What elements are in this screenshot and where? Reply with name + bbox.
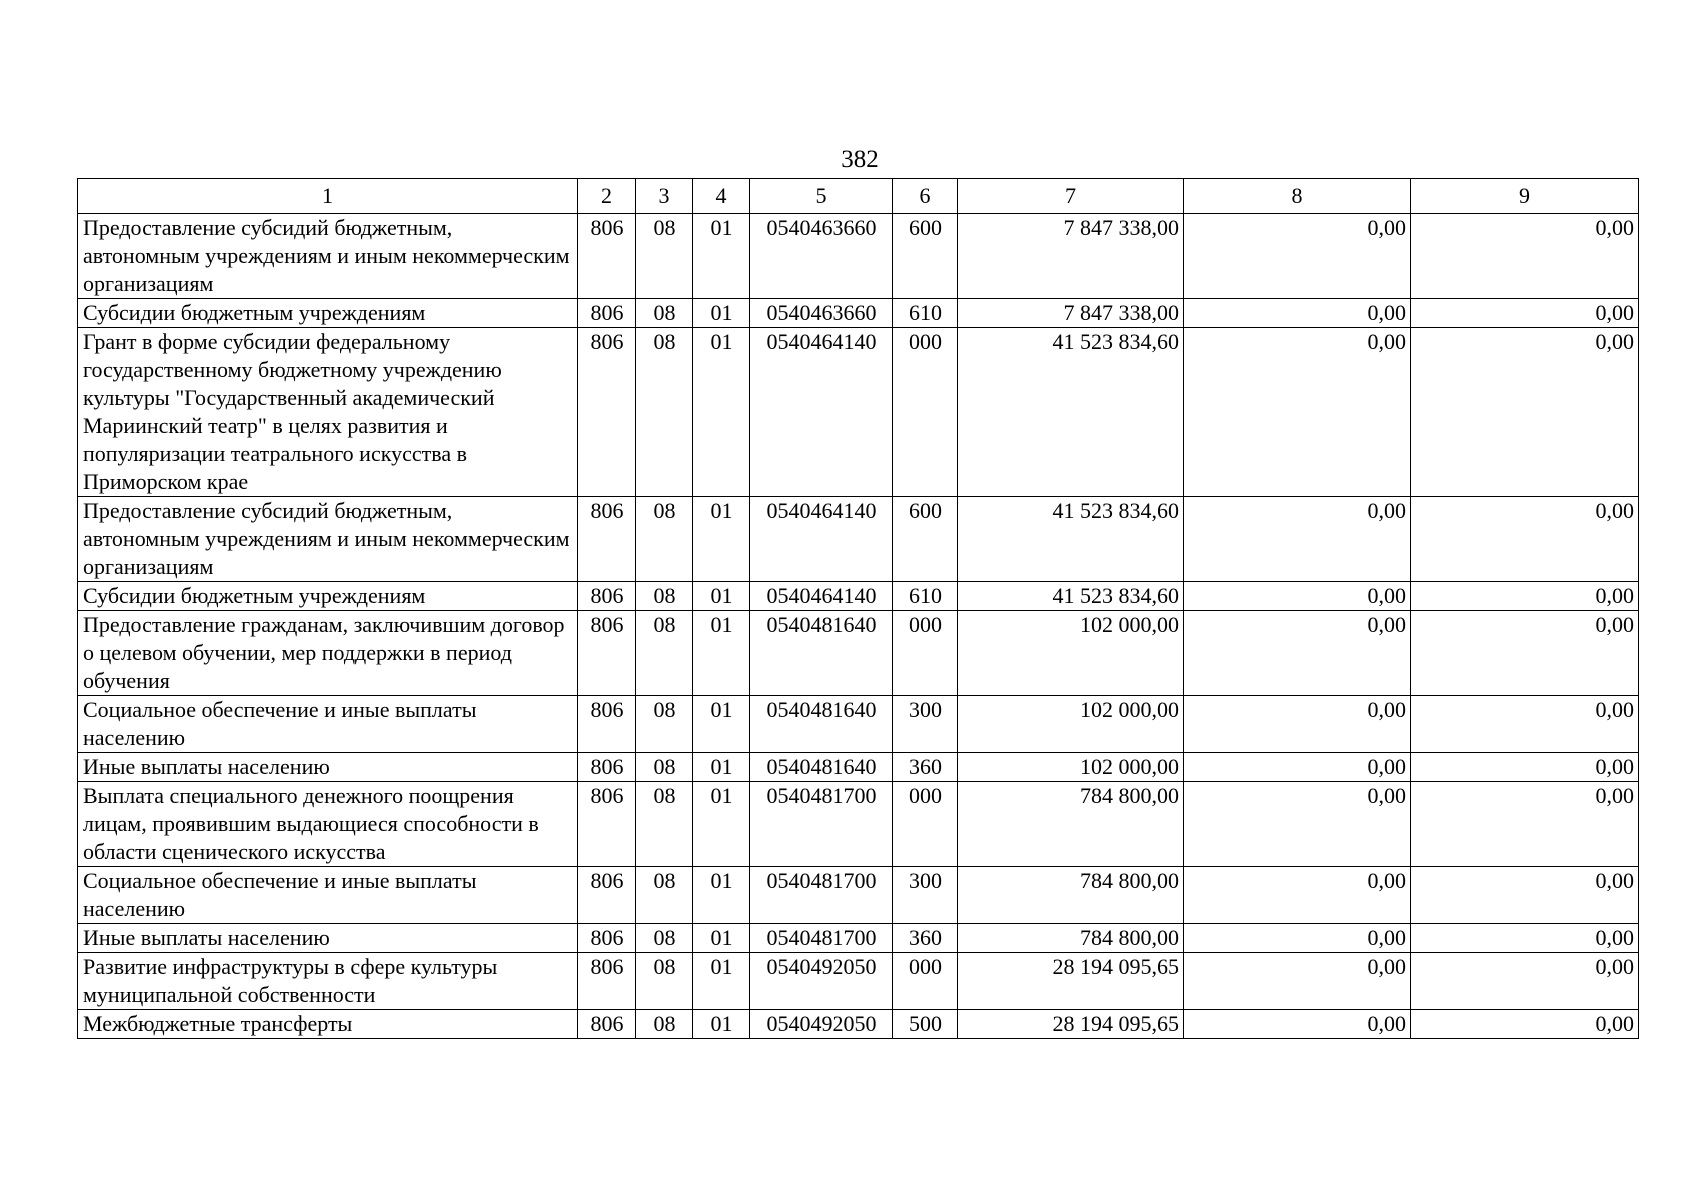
cell-amount: 0,00: [1184, 696, 1411, 753]
cell-subsection: 01: [693, 696, 750, 753]
cell-section: 08: [636, 782, 693, 867]
cell-description: Субсидии бюджетным учреждениям: [78, 582, 578, 611]
cell-section: 08: [636, 953, 693, 1010]
cell-amount: 0,00: [1411, 753, 1639, 782]
table-row: [78, 214, 1639, 299]
cell-amount: 784 800,00: [958, 782, 1184, 867]
cell-amount: 28 194 095,65: [958, 1010, 1184, 1039]
cell-subsection: 01: [693, 782, 750, 867]
cell-ministry-code: 806: [578, 753, 636, 782]
column-header: 5: [750, 179, 893, 214]
cell-amount: 0,00: [1411, 582, 1639, 611]
cell-target-article: 0540464140: [750, 497, 893, 582]
table-row: [78, 328, 1639, 497]
cell-ministry-code: 806: [578, 214, 636, 299]
cell-target-article: 0540464140: [750, 328, 893, 497]
cell-description: Социальное обеспечение и иные выплаты населению: [78, 867, 578, 924]
cell-amount: 41 523 834,60: [958, 328, 1184, 497]
cell-expense-type: 610: [893, 299, 958, 328]
cell-subsection: 01: [693, 582, 750, 611]
cell-expense-type: 300: [893, 696, 958, 753]
cell-amount: 0,00: [1411, 328, 1639, 497]
cell-expense-type: 360: [893, 753, 958, 782]
cell-subsection: 01: [693, 753, 750, 782]
cell-amount: 0,00: [1184, 1010, 1411, 1039]
cell-amount: 102 000,00: [958, 696, 1184, 753]
cell-ministry-code: 806: [578, 497, 636, 582]
cell-target-article: 0540481640: [750, 753, 893, 782]
cell-subsection: 01: [693, 299, 750, 328]
cell-amount: 41 523 834,60: [958, 582, 1184, 611]
cell-target-article: 0540492050: [750, 953, 893, 1010]
cell-amount: 41 523 834,60: [958, 497, 1184, 582]
cell-subsection: 01: [693, 953, 750, 1010]
cell-expense-type: 360: [893, 924, 958, 953]
table-row: [78, 782, 1639, 867]
table-row: [78, 924, 1639, 953]
column-header: 4: [693, 179, 750, 214]
cell-subsection: 01: [693, 214, 750, 299]
cell-ministry-code: 806: [578, 867, 636, 924]
column-header: 9: [1411, 179, 1639, 214]
cell-description: Субсидии бюджетным учреждениям: [78, 299, 578, 328]
cell-description: Иные выплаты населению: [78, 753, 578, 782]
table-row: [78, 867, 1639, 924]
cell-amount: 0,00: [1184, 328, 1411, 497]
table-row: [78, 753, 1639, 782]
cell-section: 08: [636, 696, 693, 753]
cell-section: 08: [636, 867, 693, 924]
table-header-row: [78, 179, 1639, 214]
cell-ministry-code: 806: [578, 611, 636, 696]
cell-amount: 0,00: [1411, 1010, 1639, 1039]
table-row: [78, 582, 1639, 611]
column-header: 3: [636, 179, 693, 214]
cell-target-article: 0540463660: [750, 214, 893, 299]
cell-amount: 0,00: [1184, 867, 1411, 924]
cell-amount: 0,00: [1184, 497, 1411, 582]
cell-ministry-code: 806: [578, 1010, 636, 1039]
cell-section: 08: [636, 214, 693, 299]
cell-expense-type: 000: [893, 953, 958, 1010]
cell-subsection: 01: [693, 1010, 750, 1039]
cell-ministry-code: 806: [578, 582, 636, 611]
cell-section: 08: [636, 497, 693, 582]
cell-subsection: 01: [693, 924, 750, 953]
cell-amount: 0,00: [1411, 924, 1639, 953]
cell-description: Межбюджетные трансферты: [78, 1010, 578, 1039]
cell-ministry-code: 806: [578, 696, 636, 753]
cell-amount: 0,00: [1184, 953, 1411, 1010]
cell-target-article: 0540481700: [750, 867, 893, 924]
cell-expense-type: 000: [893, 782, 958, 867]
cell-section: 08: [636, 924, 693, 953]
cell-section: 08: [636, 328, 693, 497]
cell-expense-type: 600: [893, 497, 958, 582]
cell-target-article: 0540463660: [750, 299, 893, 328]
cell-amount: 0,00: [1411, 299, 1639, 328]
cell-description: Социальное обеспечение и иные выплаты населению: [78, 696, 578, 753]
cell-amount: 0,00: [1184, 611, 1411, 696]
cell-ministry-code: 806: [578, 953, 636, 1010]
cell-ministry-code: 806: [578, 782, 636, 867]
cell-subsection: 01: [693, 867, 750, 924]
cell-amount: 784 800,00: [958, 924, 1184, 953]
cell-amount: 0,00: [1411, 953, 1639, 1010]
cell-subsection: 01: [693, 497, 750, 582]
cell-expense-type: 000: [893, 328, 958, 497]
cell-amount: 784 800,00: [958, 867, 1184, 924]
cell-expense-type: 610: [893, 582, 958, 611]
cell-amount: 0,00: [1411, 782, 1639, 867]
cell-amount: 0,00: [1184, 214, 1411, 299]
cell-section: 08: [636, 299, 693, 328]
cell-section: 08: [636, 611, 693, 696]
table-row: [78, 696, 1639, 753]
cell-description: Предоставление субсидий бюджетным, автономным учреждениям и иным некоммерческим организациям: [78, 214, 578, 299]
table-body: [78, 214, 1639, 1039]
cell-expense-type: 500: [893, 1010, 958, 1039]
cell-subsection: 01: [693, 611, 750, 696]
cell-amount: 0,00: [1411, 214, 1639, 299]
cell-amount: 28 194 095,65: [958, 953, 1184, 1010]
cell-target-article: 0540481700: [750, 924, 893, 953]
cell-target-article: 0540481640: [750, 611, 893, 696]
cell-target-article: 0540492050: [750, 1010, 893, 1039]
cell-amount: 0,00: [1184, 753, 1411, 782]
cell-target-article: 0540481640: [750, 696, 893, 753]
cell-description: Предоставление гражданам, заключившим договор о целевом обучении, мер поддержки в период обучения: [78, 611, 578, 696]
cell-amount: 102 000,00: [958, 611, 1184, 696]
column-header: 6: [893, 179, 958, 214]
table-row: [78, 299, 1639, 328]
cell-description: Грант в форме субсидии федеральному государственному бюджетному учреждению культуры "Государственный академический Мариинский театр" в целях развития и популяризации театрального искусства в Приморском крае: [78, 328, 578, 497]
cell-amount: 0,00: [1184, 299, 1411, 328]
cell-target-article: 0540481700: [750, 782, 893, 867]
cell-amount: 0,00: [1411, 867, 1639, 924]
cell-amount: 0,00: [1184, 782, 1411, 867]
cell-subsection: 01: [693, 328, 750, 497]
cell-amount: 0,00: [1184, 582, 1411, 611]
column-header: 8: [1184, 179, 1411, 214]
column-header: 1: [78, 179, 578, 214]
cell-target-article: 0540464140: [750, 582, 893, 611]
table-row: [78, 497, 1639, 582]
cell-section: 08: [636, 1010, 693, 1039]
cell-description: Выплата специального денежного поощрения лицам, проявившим выдающиеся способности в области сценического искусства: [78, 782, 578, 867]
cell-description: Предоставление субсидий бюджетным, автономным учреждениям и иным некоммерческим организациям: [78, 497, 578, 582]
table-row: [78, 953, 1639, 1010]
cell-expense-type: 600: [893, 214, 958, 299]
cell-ministry-code: 806: [578, 924, 636, 953]
cell-expense-type: 000: [893, 611, 958, 696]
cell-amount: 102 000,00: [958, 753, 1184, 782]
page-number: 382: [841, 146, 879, 173]
table-row: [78, 611, 1639, 696]
cell-section: 08: [636, 753, 693, 782]
cell-amount: 0,00: [1411, 696, 1639, 753]
cell-amount: 0,00: [1411, 497, 1639, 582]
table-row: [78, 1010, 1639, 1039]
budget-table: [77, 178, 1639, 1039]
column-header: 2: [578, 179, 636, 214]
cell-amount: 7 847 338,00: [958, 214, 1184, 299]
column-header: 7: [958, 179, 1184, 214]
cell-description: Иные выплаты населению: [78, 924, 578, 953]
cell-ministry-code: 806: [578, 328, 636, 497]
cell-expense-type: 300: [893, 867, 958, 924]
cell-section: 08: [636, 582, 693, 611]
cell-amount: 7 847 338,00: [958, 299, 1184, 328]
cell-amount: 0,00: [1184, 924, 1411, 953]
cell-ministry-code: 806: [578, 299, 636, 328]
cell-description: Развитие инфраструктуры в сфере культуры муниципальной собственности: [78, 953, 578, 1010]
cell-amount: 0,00: [1411, 611, 1639, 696]
